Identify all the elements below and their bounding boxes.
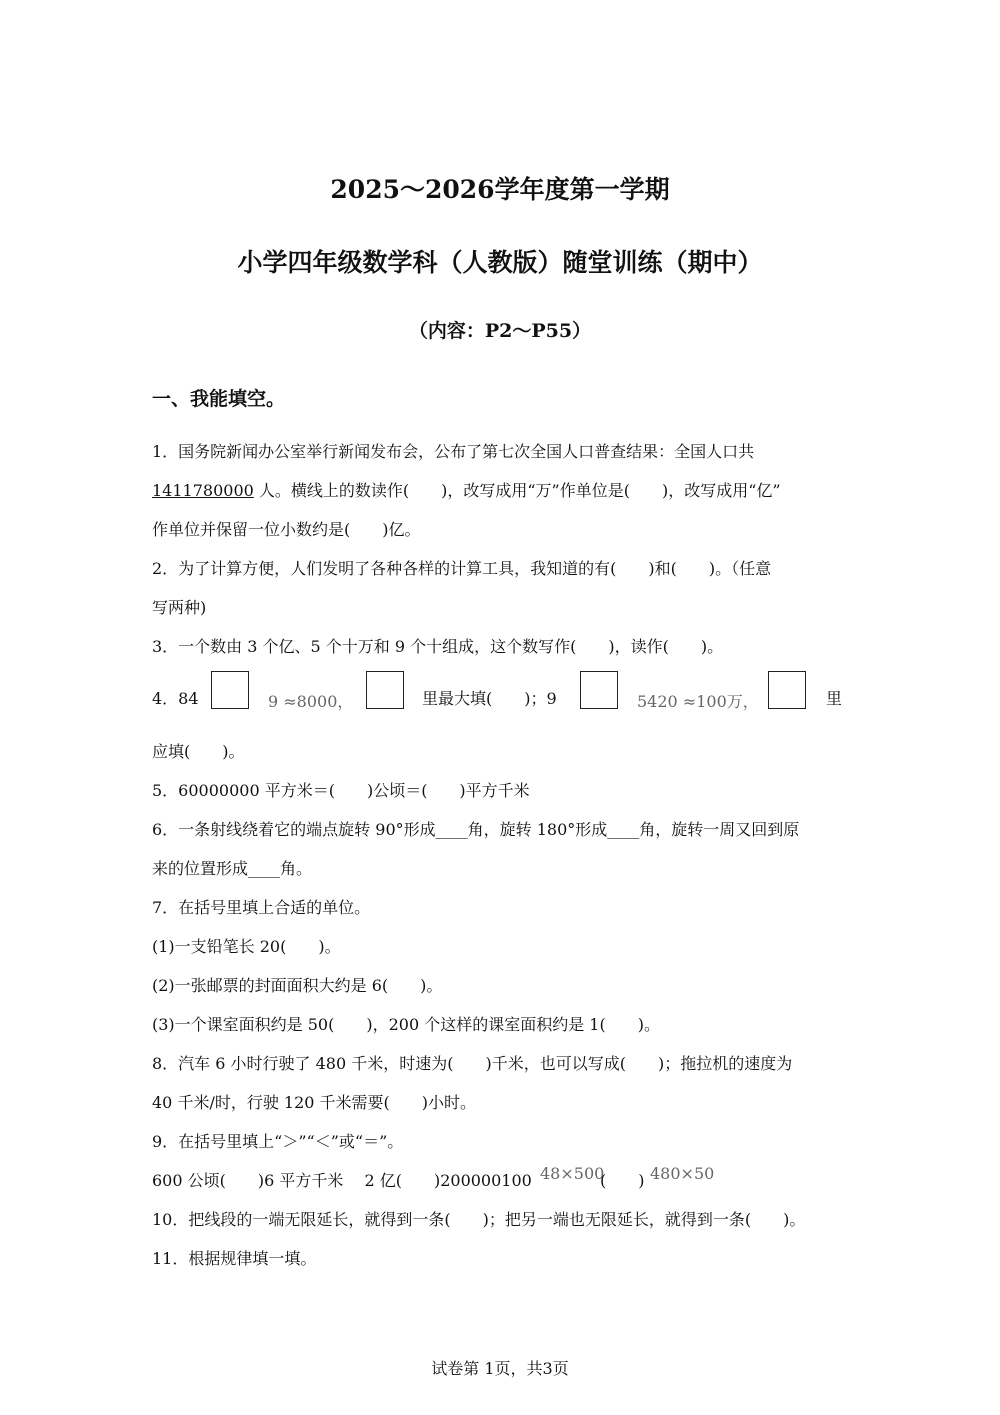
question-11-line-1: 11．根据规律填一填。: [152, 1249, 317, 1268]
page-footer: 试卷第 1页，共3页: [431, 1359, 569, 1378]
question-9-expression-a: 48×500: [540, 1164, 605, 1183]
exam-subtitle-content: （内容：P2～P55）: [408, 320, 592, 342]
question-4-blank-box-2: [366, 671, 404, 709]
question-1-line-2: [152, 478, 781, 501]
question-4-blank-box-4: [768, 671, 806, 709]
question-1-line-1: 1．国务院新闻办公室举行新闻发布会，公布了第七次全国人口普查结果：全国人口共: [152, 442, 755, 461]
question-9-paren: ( ): [600, 1171, 645, 1190]
question-8-line-2: 40 千米/时，行驶 120 千米需要( )小时。: [152, 1093, 477, 1112]
question-8-line-1: 8．汽车 6 小时行驶了 480 千米，时速为( )千米，也可以写成( )；拖拉机的速度为: [152, 1054, 793, 1073]
question-5-line-1: 5．60000000 平方米＝( )公顷＝( )平方千米: [152, 781, 530, 800]
question-4-expression-1: 9 ≈8000，: [268, 692, 354, 711]
question-4-prefix: 4．84: [152, 689, 199, 708]
question-4-middle-text: 里最大填( )；9: [422, 689, 557, 708]
question-2-line-1: 2．为了计算方便，人们发明了各种各样的计算工具，我知道的有( )和( )。（任意: [152, 559, 772, 578]
question-7-sub-1: (1)一支铅笔长 20( )。: [152, 937, 341, 956]
question-7-sub-2: (2)一张邮票的封面面积大约是 6( )。: [152, 976, 443, 995]
question-9-part-1: 600 公顷( )6 平方千米 2 亿( )200000100: [152, 1171, 532, 1190]
question-9-expression-b: 480×50: [650, 1164, 715, 1183]
question-4-blank-box-3: [580, 671, 618, 709]
question-4-line-2: 应填( )。: [152, 742, 245, 761]
question-7-sub-3: (3)一个课室面积约是 50( )，200 个这样的课室面积约是 1( )。: [152, 1015, 660, 1034]
exam-title-year: 2025～2026学年度第一学期: [330, 175, 670, 204]
section-heading-fill-blank: 一、我能填空。: [152, 388, 286, 410]
question-4-expression-2: 5420 ≈100万，: [637, 692, 759, 711]
question-2-line-2: 写两种): [152, 598, 207, 617]
question-1-line-3: 作单位并保留一位小数约是( )亿。: [152, 520, 421, 539]
question-3-line-1: 3．一个数由 3 个亿、5 个十万和 9 个十组成，这个数写作( )，读作( )。: [152, 637, 724, 656]
question-10-line-1: 10．把线段的一端无限延长，就得到一条( )；把另一端也无限延长，就得到一条( )。: [152, 1210, 806, 1229]
question-9-line-1: 9．在括号里填上“＞”“＜”或“＝”。: [152, 1132, 404, 1151]
question-4-blank-box-1: [211, 671, 249, 709]
question-4-suffix: 里: [826, 689, 843, 708]
question-7-line-1: 7．在括号里填上合适的单位。: [152, 898, 371, 917]
population-number: 1411780000: [152, 481, 254, 500]
question-6-line-1: 6．一条射线绕着它的端点旋转 90°形成____角，旋转 180°形成____角，旋转一周又回到原: [152, 820, 800, 839]
question-6-line-2: 来的位置形成____角。: [152, 859, 313, 878]
question-1-line-2-rest: 人。横线上的数读作( )，改写成用“万”作单位是( )，改写成用“亿”: [258, 481, 781, 500]
exam-title-subject: 小学四年级数学科（人教版）随堂训练（期中）: [237, 248, 763, 277]
